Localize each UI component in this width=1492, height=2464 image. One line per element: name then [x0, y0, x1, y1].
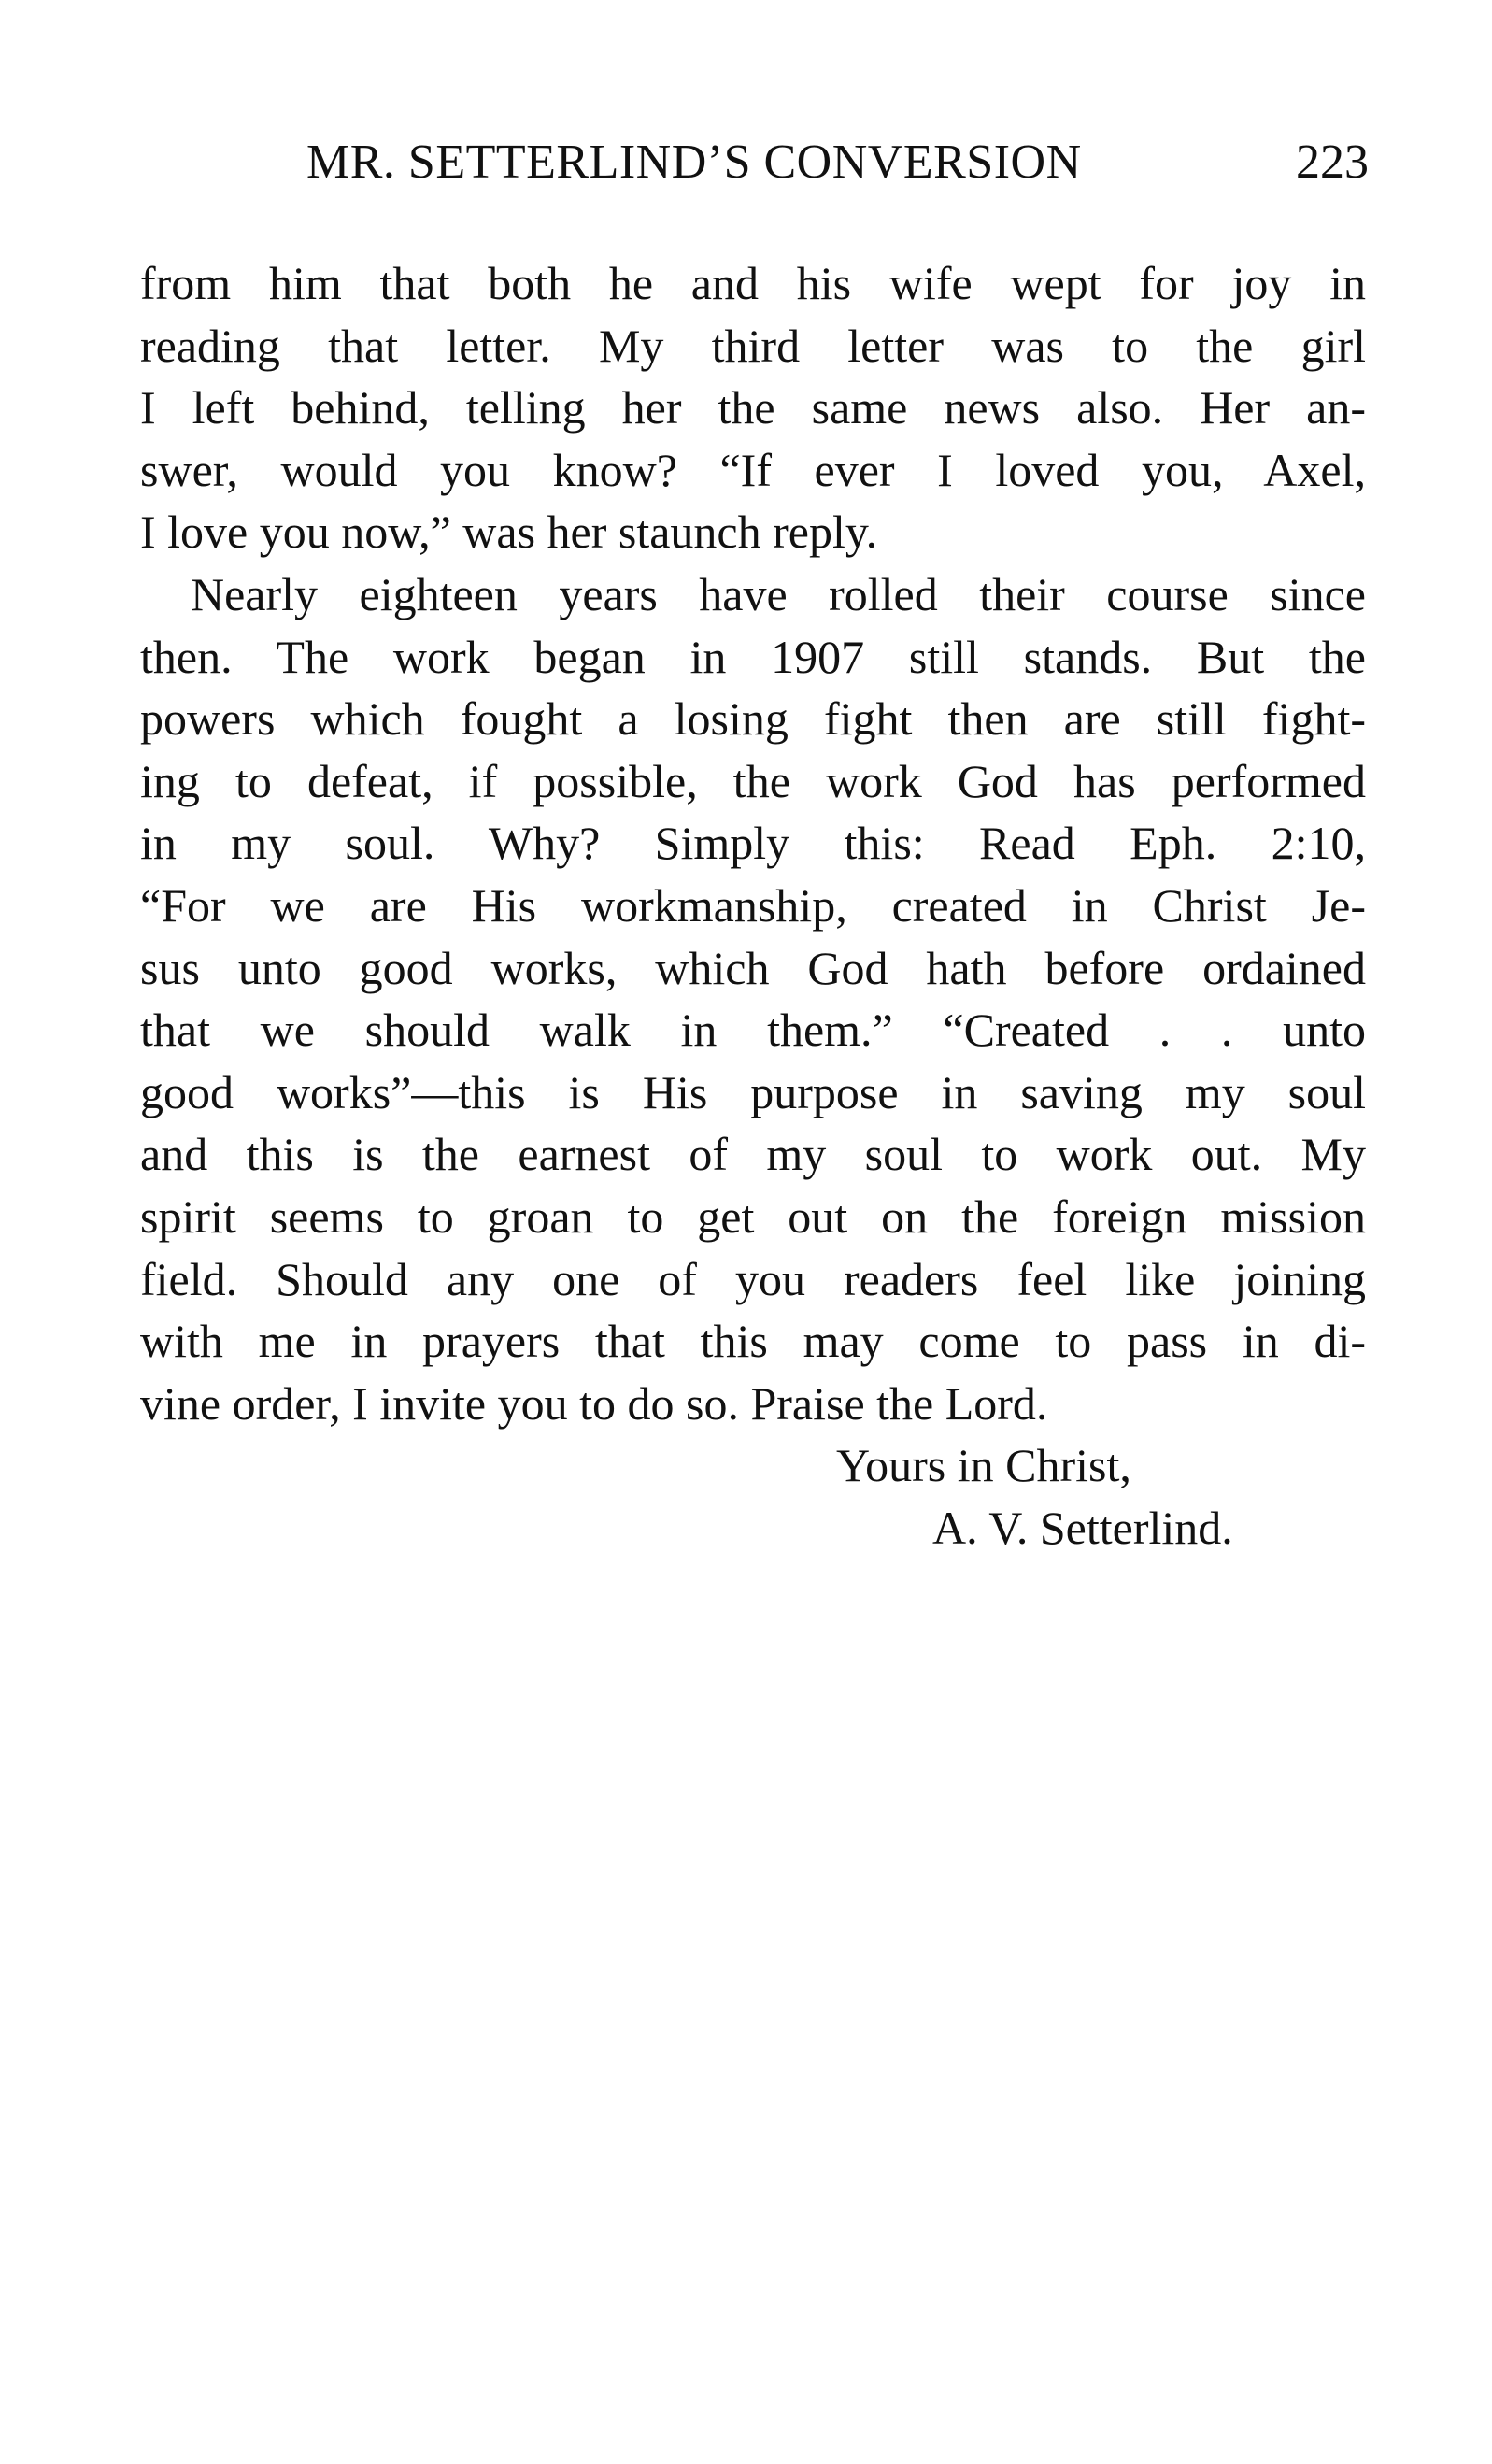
text-line: I love you now,” was her staunch reply. — [140, 506, 878, 559]
text-line: reading that letter. My third letter was to the girl — [140, 319, 1366, 372]
text-line: swer, would you know? “If ever I loved you, Axel, — [140, 443, 1366, 496]
text-line: Nearly eighteen years have rolled their course since — [191, 567, 1366, 620]
text-line: spirit seems to groan to get out on the foreign mission — [140, 1189, 1366, 1243]
signature-block — [140, 1434, 1366, 1559]
text-line: sus unto good works, which God hath before ordained — [140, 941, 1366, 994]
text-line: powers which fought a losing fight then are still fight- — [140, 692, 1366, 746]
signature-name: A. V. Setterlind. — [932, 1501, 1233, 1554]
page-header — [140, 125, 1369, 200]
text-line: with me in prayers that this may come to pass in di- — [140, 1315, 1366, 1368]
paragraph-2 — [140, 563, 1366, 1434]
text-line: good works”—this is His purpose in saving my soul — [140, 1065, 1366, 1118]
text-line: “For we are His workmanship, created in Christ Je- — [140, 878, 1366, 932]
page-number: 223 — [1296, 135, 1369, 189]
text-line: field. Should any one of you readers feel like joining — [140, 1252, 1366, 1305]
text-line: from him that both he and his wife wept for joy in — [140, 257, 1366, 309]
text-line: and this is the earnest of my soul to work out. My — [140, 1128, 1366, 1181]
text-line: ing to defeat, if possible, the work God has performed — [140, 754, 1366, 807]
paragraph-1 — [140, 252, 1366, 563]
text-line: I left behind, telling her the same news also. Her an- — [140, 381, 1366, 434]
running-title: MR. SETTERLIND’S CONVERSION — [306, 135, 1082, 189]
text-line: vine order, I invite you to do so. Praise the Lord. — [140, 1376, 1048, 1430]
text-line: then. The work began in 1907 still stands. But the — [140, 630, 1366, 683]
text-body — [140, 252, 1366, 1559]
text-line: in my soul. Why? Simply this: Read Eph. 2:10, — [140, 817, 1366, 870]
signature-closing: Yours in Christ, — [836, 1439, 1131, 1492]
text-line: that we should walk in them.” “Created . . unto — [140, 1004, 1366, 1057]
